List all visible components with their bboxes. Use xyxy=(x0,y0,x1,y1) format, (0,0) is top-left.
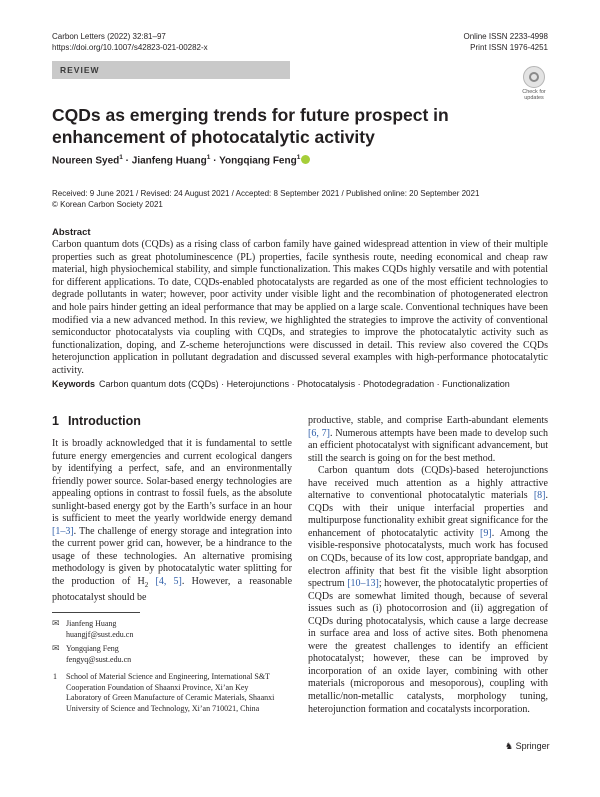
article-title: CQDs as emerging trends for future prospect in enhancement of photocatalytic activity xyxy=(52,105,449,147)
check-updates-label: Check for updates xyxy=(522,89,546,101)
citation-link[interactable]: [8] xyxy=(533,490,546,502)
copyright-line: © Korean Carbon Society 2021 xyxy=(52,200,163,209)
intro-paragraph: productive, stable, and comprise Earth-abundant elements [6, 7]. Numerous attempts have been made to develop such an efficient photocatalyst with significant advancement, but still the search is going on for the best method. xyxy=(308,415,548,464)
author-name: Noureen Syed xyxy=(52,155,120,167)
citation-link[interactable]: [4, 5] xyxy=(155,576,182,588)
contact-email[interactable]: huangjf@sust.edu.cn xyxy=(66,629,134,639)
affiliation-number: 1 xyxy=(53,672,57,681)
citation-link[interactable]: [10–13] xyxy=(347,578,379,590)
keywords-label: Keywords xyxy=(52,379,96,389)
left-column xyxy=(52,438,292,604)
section-heading xyxy=(52,414,141,428)
affiliation-text: School of Material Science and Engineering, International S&T Cooperation Foundation of Shaanxi Province, Xi’an Key Laboratory of Green Manufacture of Ceramic Materials, Shaanxi University of Science and Technology, Xi’an 710021, China xyxy=(66,672,275,713)
orcid-icon[interactable] xyxy=(301,155,310,164)
abstract-text: Carbon quantum dots (CQDs) as a rising class of carbon family have gained widespread attention in view of their multiple properties such as great photoluminescence (PL) properties, facile synthesis route, needing economical and cheap raw material, high physiochemical stability, and simple functionalization. This makes CQDs highly versatile and with potential for different applications. To date, CQDs-enabled photocatalysts are regarded as one of the most efficient technologies to degrade pollutants in water; however, poor activity under visible light and the recombination of photogenerated electron and hole pairs hinder getting an ideal performance that may be applied on a large scale. Conventional techniques have been modified via a new advanced method. In this review, we highlighted the strategies to improve the activity of conventional semiconductor photocatalysts via coupling with CQDs, and strategies to improve the photocatalytic activity such as functionalization, doping, and Z-scheme heterojunctions were discussed in detail. This review also covered the CQDs heterojunction application in pollutant degradation and discussed several examples with high-performance photocatalytic activity. xyxy=(52,239,548,376)
article-type-bar xyxy=(52,61,290,79)
publisher-name: Springer xyxy=(515,741,550,751)
intro-paragraph: It is broadly acknowledged that it is fundamental to settle future energy emergencies and current ecological dangers by identifying a perfect, safe, and an environmentally friendly power source. Solar-based energy technologies are appealing options in contrast to fossil fuels, as the absolute sunlight-based energy got by the Earth’s surface in an hour is sufficient to meet the yearly worldwide energy demand [1–3]. The challenge of energy storage and integration into the current power grid can, however, be a hindrance to the usage of these technologies. An alternative promising methodology is given by photocatalytic water splitting for the production of $H_2$ [4, 5]. However, a reasonable photocatalyst should be xyxy=(52,438,293,603)
author-affiliation-mark: 1 xyxy=(296,154,301,161)
check-for-updates-badge[interactable] xyxy=(519,66,549,104)
print-issn: Print ISSN 1976-4251 xyxy=(470,43,548,52)
contact-name: Yongqiang Feng xyxy=(66,644,119,653)
contact-name: Jianfeng Huang xyxy=(66,619,117,628)
intro-paragraph: Carbon quantum dots (CQDs)-based heterojunctions have received much attention as a highly attractive alternative to conventional photocatalytic materials [8]. CQDs with their unique interfacial properties and multipurpose functionality exhibit great significance for the enhancement of photocatalytic activity [9]. Among the visible-responsive photocatalysts, much work has focused on CQDs, because of its low cost, appropriate bandgap, and electron affinity that best fit the visible light absorption spectrum [10–13]; however, the photocatalytic properties of CQDs are somewhat limited though, because of several issues such as (i) photocorrosion and (ii) aggregation of CQDs during photocatalysis, which cause a large decrease in surface area and loss of active sites. Both phenomena were the greatest challenges to identify an efficient photocatalyst; however, these can be improved by incorporation of an oxide layer, combining with other materials (microporous and mesoporous), coupling with metallic/non-metallic catalysts, morphology tuning, heterojunction formation and cocatalysts incorporation. xyxy=(308,465,548,715)
author-affiliation-mark: 1 xyxy=(119,154,123,161)
contact-email[interactable]: fengyq@sust.edu.cn xyxy=(66,654,132,664)
springer-horse-icon: ♞ xyxy=(505,741,514,751)
corresponding-author-1 xyxy=(66,619,133,640)
article-type-label: REVIEW xyxy=(60,65,100,75)
author-name: Jianfeng Huang xyxy=(131,155,207,167)
citation-link[interactable]: [6, 7] xyxy=(308,427,331,439)
footnote-divider xyxy=(52,612,140,613)
mail-icon: ✉ xyxy=(52,618,60,628)
author-affiliation-mark: 1 xyxy=(206,154,211,161)
publication-history xyxy=(52,188,479,210)
section-number: 1 xyxy=(52,414,59,428)
online-issn: Online ISSN 2233-4998 xyxy=(463,32,548,41)
history-dates: Received: 9 June 2021 / Revised: 24 August 2021 / Accepted: 8 September 2021 / Published online: 20 September 2021 xyxy=(52,189,480,198)
check-updates-icon xyxy=(523,66,545,88)
section-title: Introduction xyxy=(67,414,141,428)
keywords-line xyxy=(52,379,548,389)
author-name: Yongqiang Feng xyxy=(219,155,297,167)
right-column xyxy=(308,415,548,716)
abstract-heading: Abstract xyxy=(52,227,91,238)
corresponding-author-2 xyxy=(66,644,131,665)
author-list: Noureen Syed$^1$ · Jianfeng Huang$^1$ · Yongqiang Feng$^1$ xyxy=(52,154,310,166)
journal-citation: Carbon Letters (2022) 32:81–97 xyxy=(52,32,166,41)
mail-icon: ✉ xyxy=(52,643,60,653)
keywords-list: Carbon quantum dots (CQDs) · Heterojunctions · Photocatalysis · Photodegradation · Functionalization xyxy=(99,379,510,389)
citation-link[interactable]: [9] xyxy=(480,527,492,539)
citation-link[interactable]: [1–3] xyxy=(52,525,74,537)
doi-link[interactable]: https://doi.org/10.1007/s42823-021-00282-x xyxy=(52,43,208,52)
publisher-logo xyxy=(505,741,550,752)
subscript: 2 xyxy=(144,581,149,590)
